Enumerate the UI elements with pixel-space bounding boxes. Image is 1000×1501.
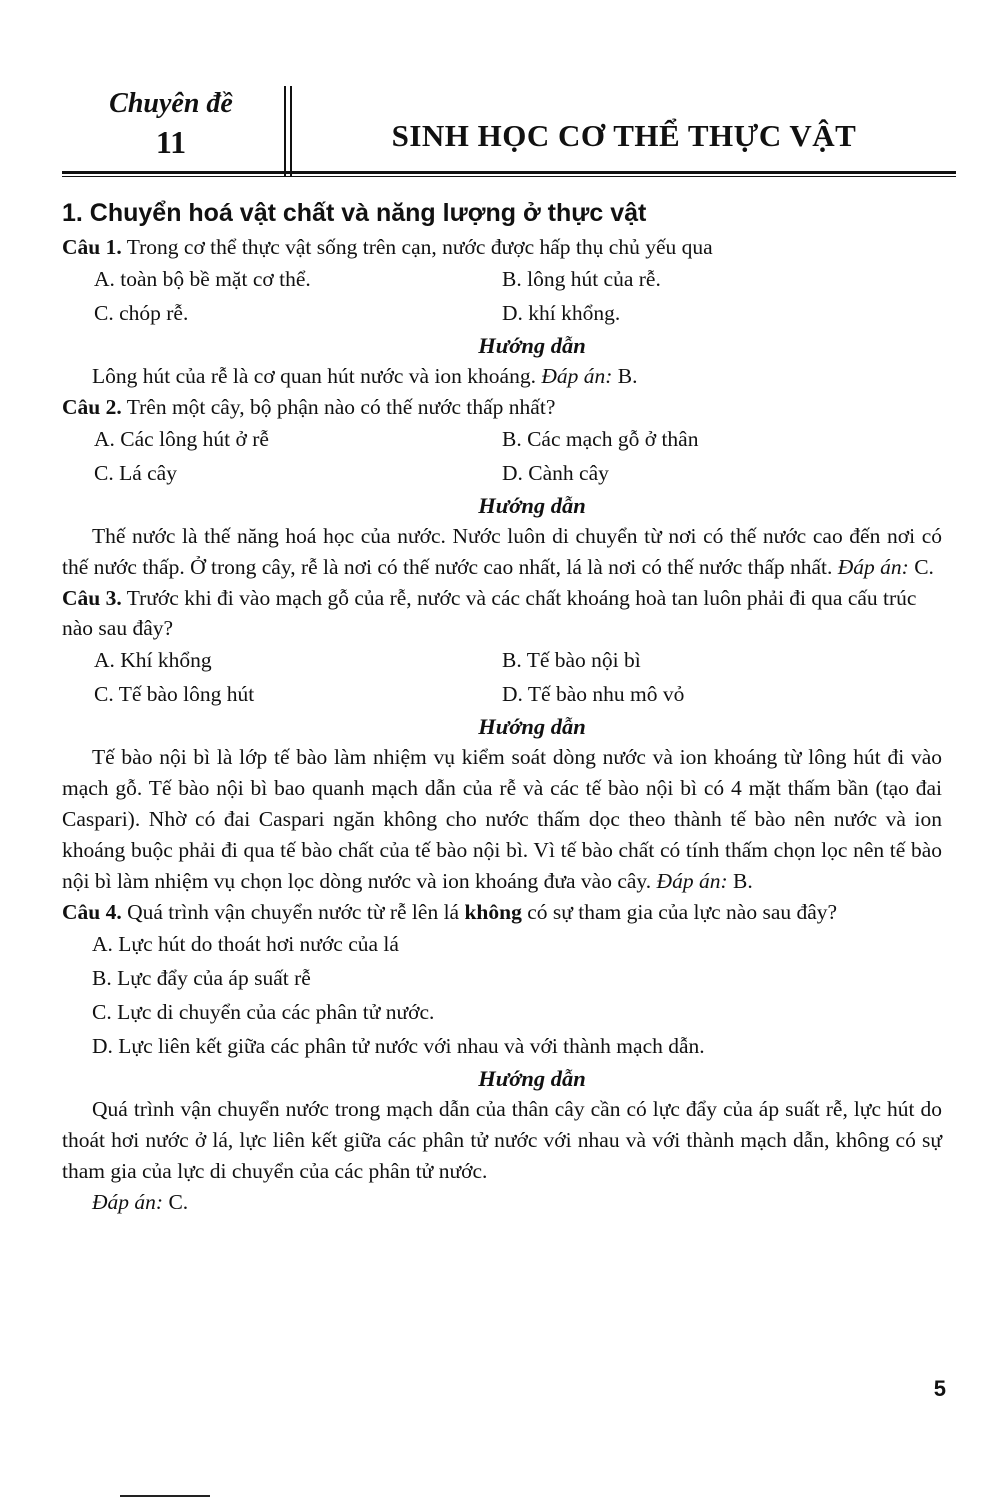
option-d: D. khí khổng. — [502, 301, 621, 325]
question-text: Trên một cây, bộ phận nào có thế nước thấp nhất? — [126, 395, 556, 419]
question-label: Câu 1. — [62, 235, 122, 259]
chapter-kicker: Chuyên đề — [109, 88, 233, 119]
question-label: Câu 3. — [62, 586, 122, 610]
guide-text-2 — [62, 521, 942, 583]
option-a: A. Khí khổng — [94, 648, 212, 672]
question-3 — [62, 583, 942, 643]
guide-body: Tế bào nội bì là lớp tế bào làm nhiệm vụ kiểm soát dòng nước và ion khoáng từ lông hút đi vào mạch gỗ. Tế bào nội bì bao quanh mạch dẫn của rễ và các tế bào nội bì có 4 mặt thấm bần (tạo đai Caspari). Nhờ có đai Caspari ngăn không cho nước thấm dọc theo thành tế bào nên nước và ion khoáng buộc phải đi qua tế bào chất của tế bào nội bì. Vì tế bào chất có tính thấm chọn lọc nên tế bào nội bì làm nhiệm vụ chọn lọc dòng nước và ion khoáng đưa vào cây. — [62, 745, 942, 893]
options-2 — [62, 422, 942, 490]
option-d: D. Tế bào nhu mô vỏ — [502, 682, 685, 706]
question-text: có sự tham gia của lực nào sau đây? — [527, 900, 838, 924]
question-1 — [62, 232, 942, 262]
options-3 — [62, 643, 942, 711]
guide-heading: Hướng dẫn — [478, 1066, 586, 1091]
options-1 — [62, 262, 942, 330]
chapter-label — [60, 88, 282, 162]
answer-label: Đáp án: — [837, 555, 909, 579]
guide-text-4 — [62, 1094, 942, 1187]
answer-line-4 — [62, 1187, 942, 1218]
option-d: D. Cành cây — [502, 461, 609, 485]
option-c: C. Lực di chuyển của các phân tử nước. — [92, 1000, 435, 1024]
guide-heading: Hướng dẫn — [478, 333, 586, 358]
option-b: B. Lực đẩy của áp suất rễ — [92, 966, 311, 990]
answer-value: C. — [914, 555, 934, 579]
guide-body: Lông hút của rễ là cơ quan hút nước và ion khoáng. — [92, 364, 536, 388]
option-c: C. Tế bào lông hút — [94, 682, 255, 706]
question-label: Câu 2. — [62, 395, 122, 419]
options-4 — [62, 927, 942, 1063]
answer-label: Đáp án: — [92, 1190, 164, 1214]
answer-label: Đáp án: — [541, 364, 613, 388]
option-b: B. Tế bào nội bì — [502, 648, 641, 672]
answer-value: B. — [617, 364, 638, 388]
option-c: C. Lá cây — [94, 461, 177, 485]
option-a: A. Lực hút do thoát hơi nước của lá — [92, 932, 399, 956]
option-d: D. Lực liên kết giữa các phân tử nước với nhau và với thành mạch dẫn. — [92, 1034, 705, 1058]
chapter-number: 11 — [155, 124, 187, 160]
question-label: Câu 4. — [62, 900, 122, 924]
page-number: 5 — [933, 1376, 946, 1401]
option-a: A. toàn bộ bề mặt cơ thể. — [94, 267, 311, 291]
header-underline — [62, 176, 956, 177]
answer-value: B. — [732, 869, 753, 893]
question-4 — [62, 897, 942, 927]
chapter-title: SINH HỌC CƠ THỂ THỰC VẬT — [391, 118, 857, 153]
header-divider — [284, 86, 286, 176]
question-text: Trong cơ thể thực vật sống trên cạn, nước được hấp thụ chủ yếu qua — [126, 235, 713, 259]
guide-body: Thế nước là thế năng hoá học của nước. Nước luôn di chuyển từ nơi có thế nước cao đến nơi có thế nước thấp. Ở trong cây, rễ là nơi có thế nước cao nhất, lá là nơi có thế nước thấp nhất. — [62, 524, 942, 579]
page-content — [62, 196, 942, 1218]
guide-heading: Hướng dẫn — [478, 714, 586, 739]
option-b: B. lông hút của rễ. — [502, 267, 661, 291]
section-title: 1. Chuyển hoá vật chất và năng lượng ở thực vật — [62, 199, 647, 227]
option-b: B. Các mạch gỗ ở thân — [502, 427, 699, 451]
answer-label: Đáp án: — [656, 869, 728, 893]
answer-value: C. — [168, 1190, 189, 1214]
question-emphasis: không — [464, 900, 522, 924]
guide-body: Quá trình vận chuyển nước trong mạch dẫn của thân cây cần có lực đẩy của áp suất rễ, lực hút do thoát hơi nước ở lá, lực liên kết giữa các phân tử nước với nhau và với thành mạch dẫn, không có sự tham gia của lực di chuyển của các phân tử nước. — [62, 1097, 942, 1183]
footer-mark — [120, 1495, 210, 1497]
header-underline — [62, 171, 956, 174]
guide-heading: Hướng dẫn — [478, 493, 586, 518]
question-text: Trước khi đi vào mạch gỗ của rễ, nước và các chất khoáng hoà tan luôn phải đi qua cấu trúc nào sau đây? — [62, 586, 917, 640]
question-2 — [62, 392, 942, 422]
question-text: Quá trình vận chuyển nước từ rễ lên lá — [127, 900, 460, 924]
guide-text-3 — [62, 742, 942, 897]
option-c: C. chóp rễ. — [94, 301, 189, 325]
option-a: A. Các lông hút ở rễ — [94, 427, 269, 451]
guide-text-1 — [62, 361, 942, 392]
